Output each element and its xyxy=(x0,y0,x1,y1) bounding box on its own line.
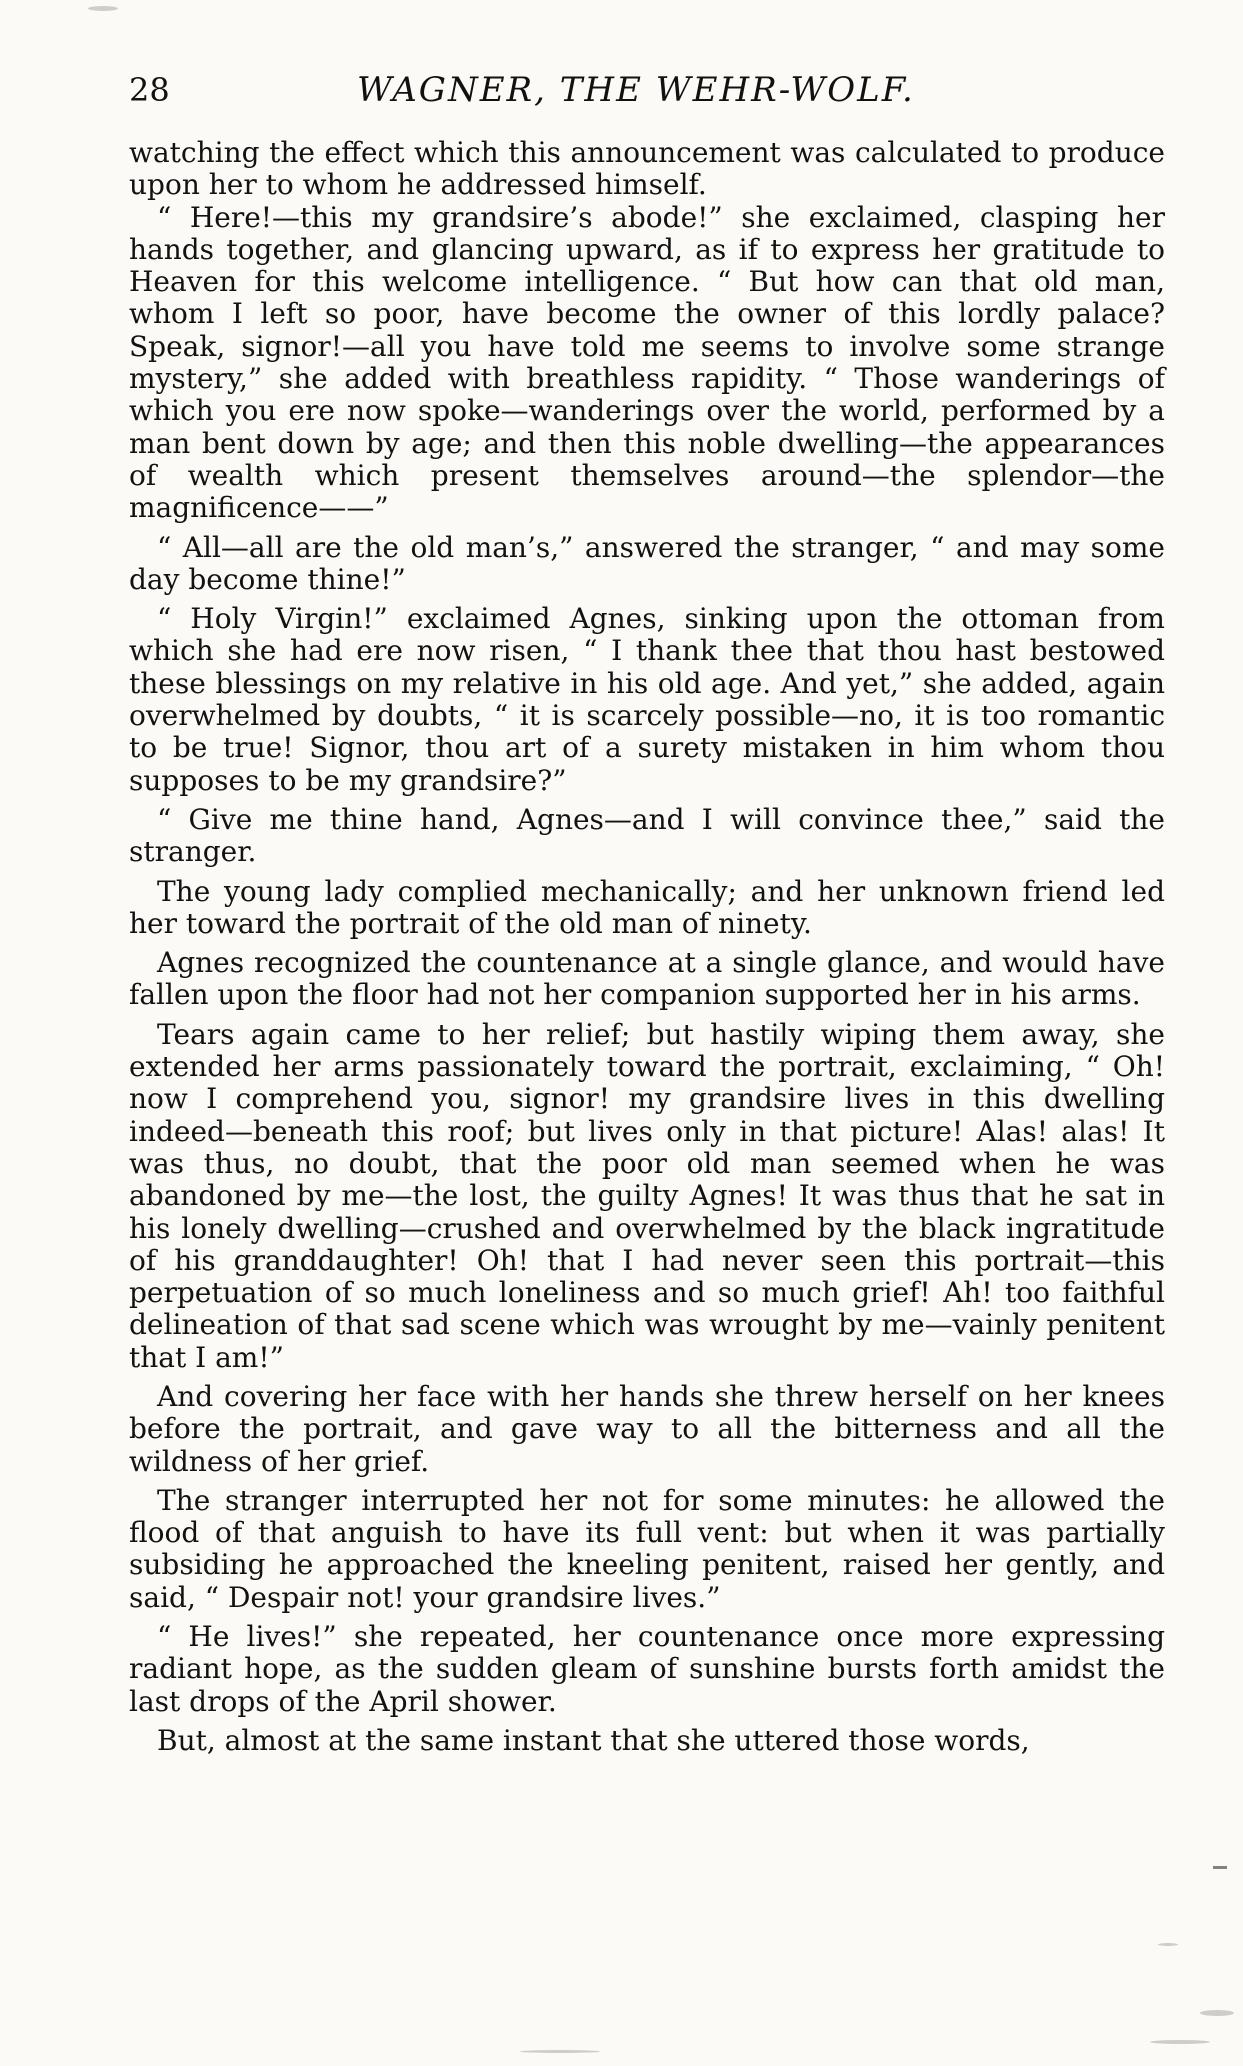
paragraph: “ Give me thine hand, Agnes—and I will convince thee,” said the stranger. xyxy=(129,802,1165,869)
paragraph: “ Here!—this my grandsire’s abode!” she exclaimed, clasping her hands together, and glancing upward, as if to express her gratitude to Heaven for this welcome intelligence. “ But how can that old man, whom I left so poor, have become the owner of this lordly palace? Speak, signor!—all you have told me seems to involve some strange mystery,” she added with breathless rapidity. “ Those wanderings of which you ere now spoke—wanderings over the world, performed by a man bent down by age; and then this noble dwelling—the appearances of wealth which present themselves around—the splendor—the magnificence——” xyxy=(129,200,1165,525)
text-body xyxy=(129,137,1165,1757)
paragraph: Agnes recognized the countenance at a single glance, and would have fallen upon the floor had not her companion supported her in his arms. xyxy=(129,946,1165,1012)
running-header xyxy=(129,64,1165,116)
paragraph: “ He lives!” she repeated, her countenance once more expressing radiant hope, as the sudden gleam of sunshine bursts forth amidst the last drops of the April shower. xyxy=(129,1620,1165,1718)
paragraph: Tears again came to her relief; but hastily wiping them away, she extended her arms passionately toward the portrait, exclaiming, “ Oh! now I comprehend you, signor! my grandsire lives in this dwelling indeed—beneath this roof; but lives only in that picture! Alas! alas! It was thus, no doubt, that the poor old man seemed when he was abandoned by me—the lost, the guilty Agnes! It was thus that he sat in his lonely dwelling—crushed and overwhelmed by the black ingratitude of his granddaughter! Oh! that I had never seen this portrait—this perpetuation of so much loneliness and so much grief! Ah! too faithful delineation of that sad scene which was wrought by me—vainly penitent that I am!” xyxy=(129,1017,1165,1374)
print-speck xyxy=(520,2050,600,2053)
print-speck xyxy=(1200,2010,1234,2016)
print-speck xyxy=(88,6,118,11)
margin-mark xyxy=(1213,1866,1227,1869)
paragraph: The stranger interrupted her not for some minutes: he allowed the flood of that anguish to have its full vent: but when it was partially subsiding he approached the kneeling penitent, raised her gently, and said, “ Despair not! your grandsire lives.” xyxy=(129,1483,1165,1614)
paragraph: And covering her face with her hands she threw herself on her knees before the portrait, and gave way to all the bitterness and all the wildness of her grief. xyxy=(129,1379,1165,1478)
paragraph: “ Holy Virgin!” exclaimed Agnes, sinking upon the ottoman from which she had ere now risen, “ I thank thee that thou hast bestowed these blessings on my relative in his old age. And yet,” she added, again overwhelmed by doubts, “ it is scarcely possible—no, it is too romantic to be true! Signor, thou art of a surety mistaken in him whom thou supposes to be my grandsire?” xyxy=(129,602,1165,797)
paragraph: “ All—all are the old man’s,” answered the stranger, “ and may some day become thine!” xyxy=(129,530,1165,596)
book-title: WAGNER, THE WEHR-WOLF. xyxy=(357,70,915,110)
print-speck xyxy=(1150,2040,1210,2044)
page-number: 28 xyxy=(129,71,170,109)
paragraph: The young lady complied mechanically; and her unknown friend led her toward the portrait of the old man of ninety. xyxy=(129,874,1165,940)
paragraph: watching the effect which this announcement was calculated to produce upon her to whom he addressed himself. xyxy=(129,136,1165,202)
print-speck xyxy=(1158,1943,1178,1946)
paragraph: But, almost at the same instant that she uttered those words, xyxy=(157,1723,1030,1757)
